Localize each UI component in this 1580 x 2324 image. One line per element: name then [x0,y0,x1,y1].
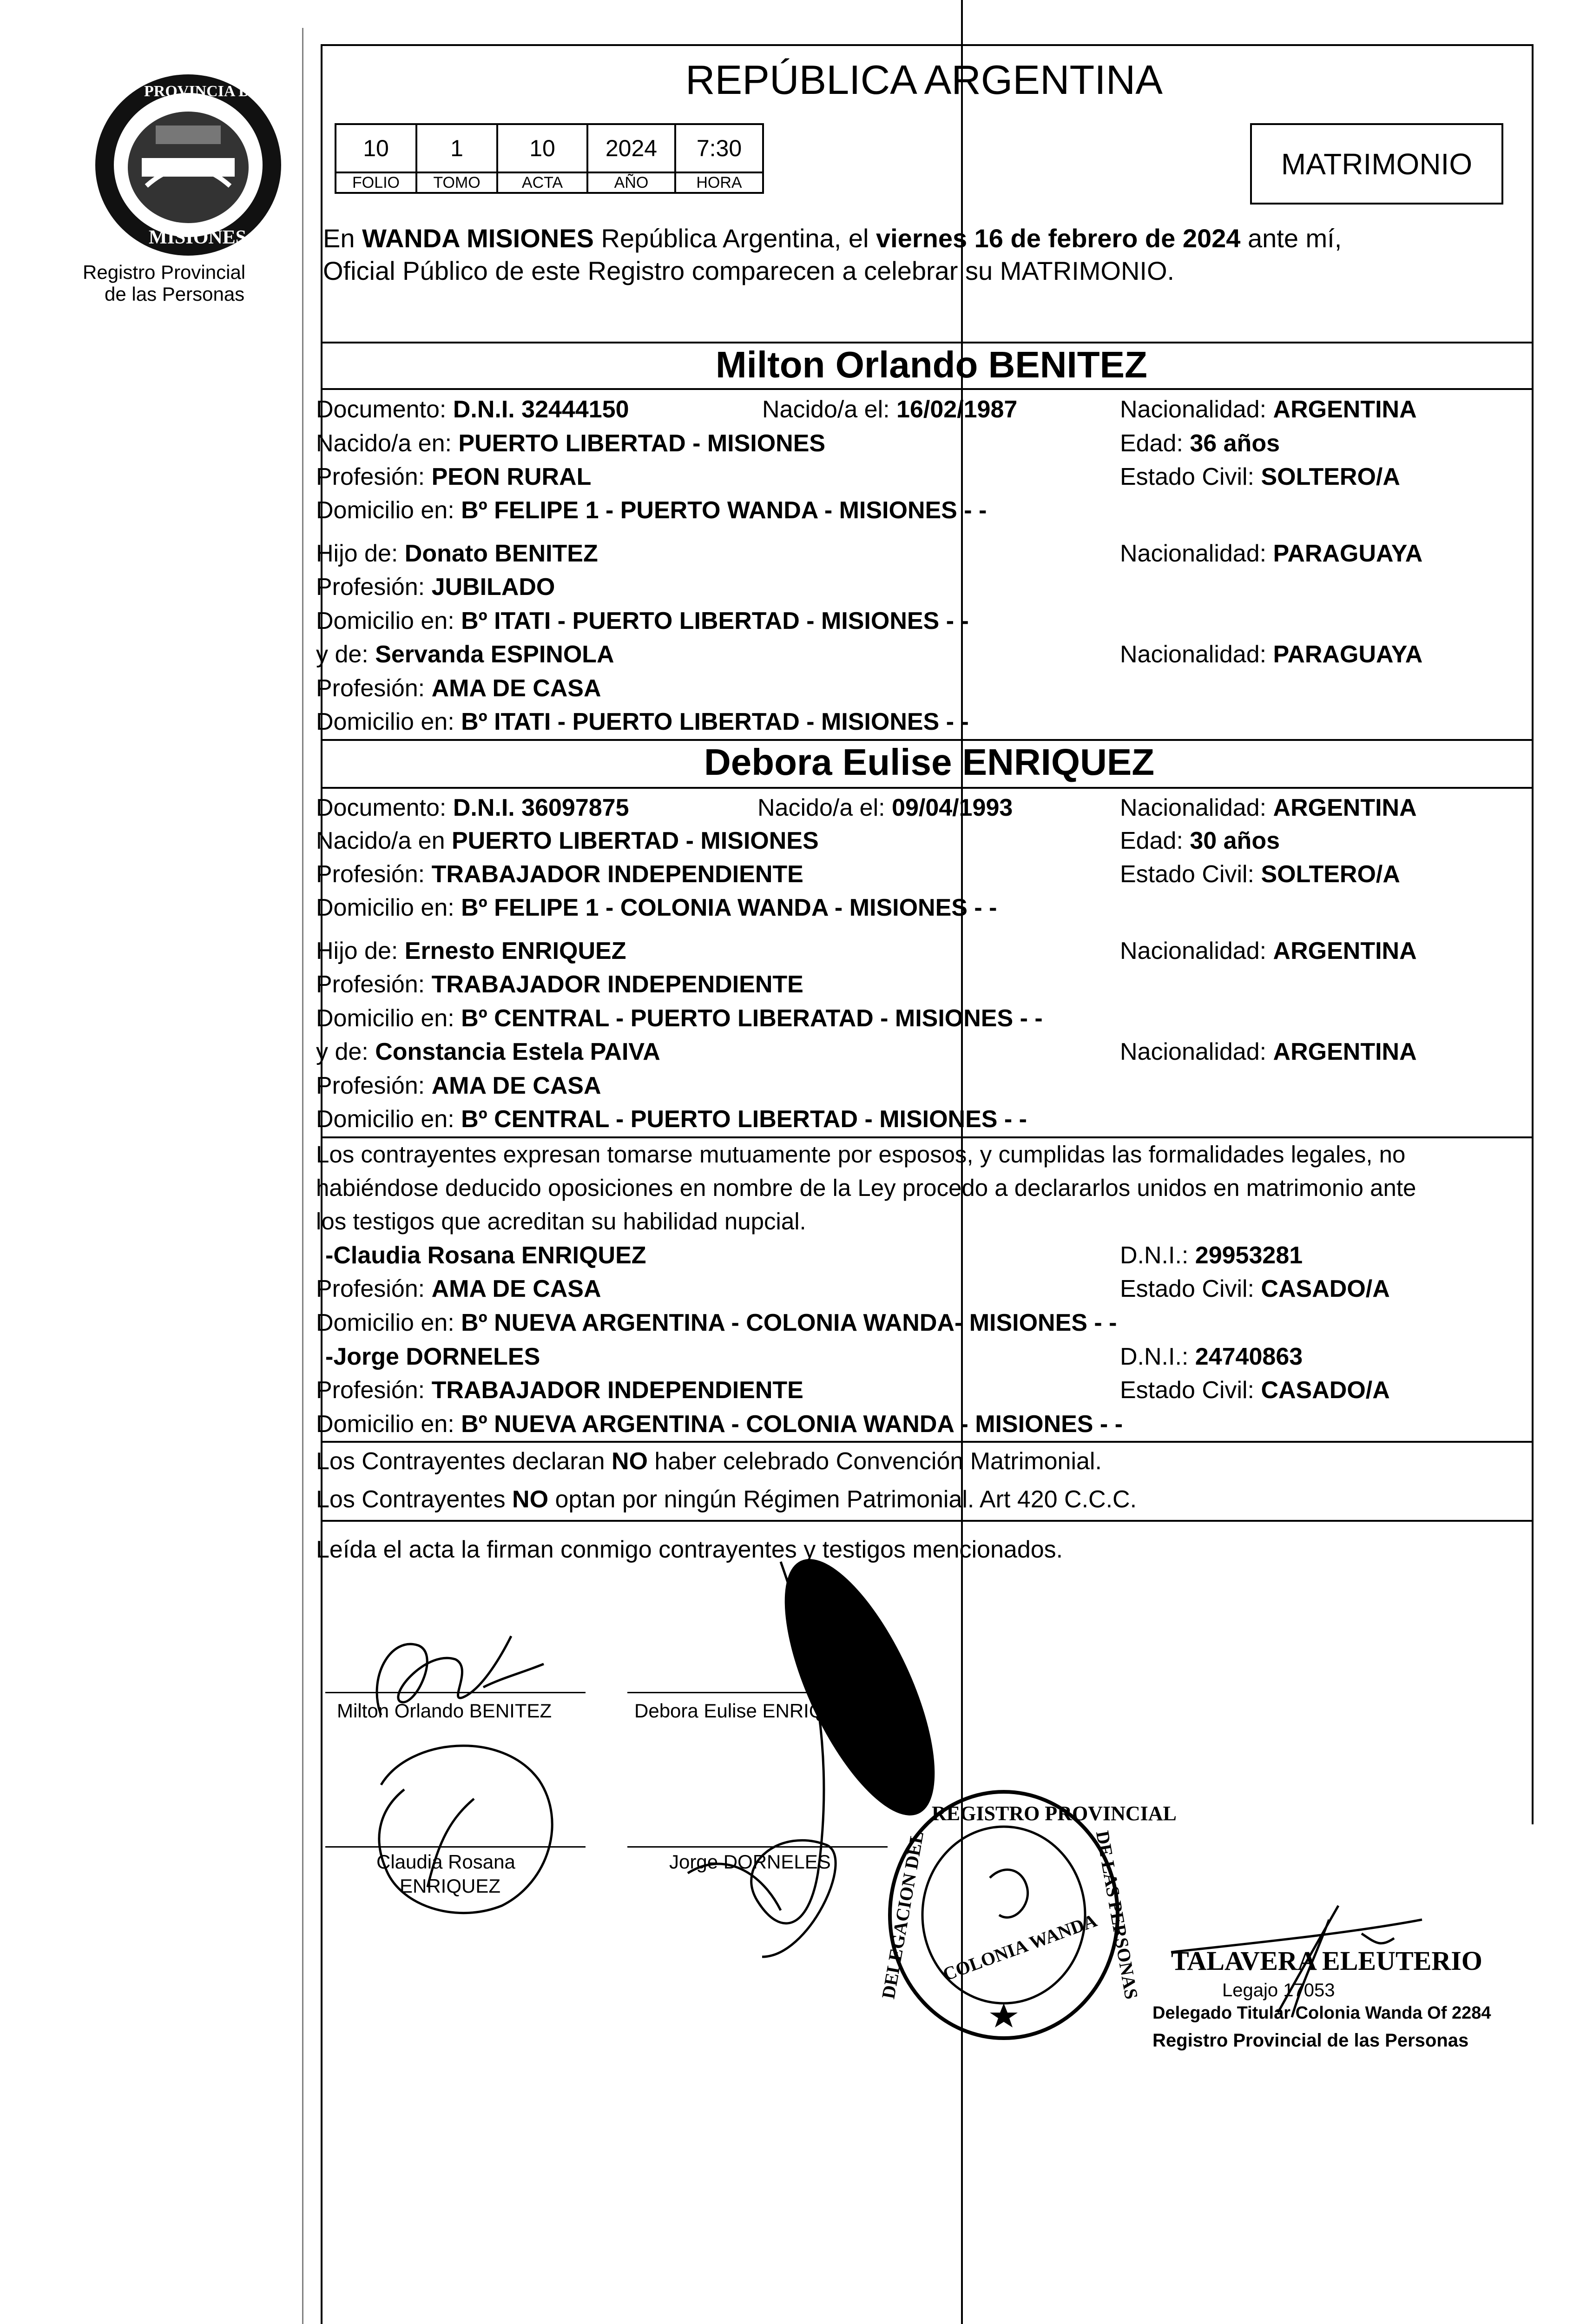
spouse1-mother: y de: Servanda ESPINOLA [316,641,614,668]
act-type-label: MATRIMONIO [1281,147,1473,181]
section-divider [321,1136,1534,1138]
officer-office: Registro Provincial de las Personas [1152,2030,1469,2051]
logo-caption-line2: de las Personas [105,283,245,305]
spouse2-civil-status: Estado Civil: SOLTERO/A [1120,861,1400,888]
witness1-signature-label-2: ENRIQUEZ [400,1875,501,1897]
frame-top-border [321,44,1534,46]
hora-value: 7:30 [675,124,763,172]
stamp-right-text: DE LAS PERSONAS [1092,1829,1142,2001]
spouse1-civil-status: Estado Civil: SOLTERO/A [1120,463,1400,490]
spouse1-father-profession: Profesión: JUBILADO [316,574,555,601]
witness1-signature-label-1: Claudia Rosana [376,1851,515,1873]
spouse1-born: Nacido/a el: 16/02/1987 [762,396,1018,423]
declaration-line-2: habiéndose deducido oposiciones en nombre de la Ley procedo a declararlos unidos en matrimonio ante [316,1175,1416,1201]
spouse2-born: Nacido/a el: 09/04/1993 [757,794,1013,821]
officer-legajo: Legajo 17053 [1222,1980,1335,2000]
spouse2-mother-profession: Profesión: AMA DE CASA [316,1072,601,1099]
frame-right-border [1532,44,1534,1824]
declaration-line-3: los testigos que acreditan su habilidad nupcial. [316,1208,806,1235]
intro-date: viernes 16 de febrero de 2024 [876,224,1241,253]
page-title: REPÚBLICA ARGENTINA [685,57,1163,103]
witness1-dni: D.N.I.: 29953281 [1120,1242,1303,1269]
spouse1-profession: Profesión: PEON RURAL [316,463,592,490]
registry-logo [86,70,290,260]
tomo-label: TOMO [416,172,497,193]
stamp-top-text: REGISTRO PROVINCIAL [932,1802,1177,1825]
spouse2-mother: y de: Constancia Estela PAIVA [316,1038,660,1065]
stamp-center-text: COLONIA WANDA [940,1909,1100,1985]
intro-place: WANDA MISIONES [362,224,594,253]
spouse2-father: Hijo de: Ernesto ENRIQUEZ [316,938,626,964]
officer-name: TALAVERA ELEUTERIO [1171,1946,1482,1976]
official-stamp [877,1785,1177,2045]
witness2-civil-status: Estado Civil: CASADO/A [1120,1377,1390,1404]
seal-upper-text: PROVINCIA DE [144,83,261,100]
spouse1-birthplace: Nacido/a en: PUERTO LIBERTAD - MISIONES [316,430,826,457]
section-divider [321,1441,1534,1443]
spouse1-father: Hijo de: Donato BENITEZ [316,540,598,567]
spouse2-father-profession: Profesión: TRABAJADOR INDEPENDIENTE [316,971,803,998]
spouse1-nationality: Nacionalidad: ARGENTINA [1120,396,1417,423]
spouse1-father-address: Domicilio en: Bº ITATI - PUERTO LIBERTAD - MISIONES - - [316,607,969,634]
spouse2-father-address: Domicilio en: Bº CENTRAL - PUERTO LIBERATAD - MISIONES - - [316,1005,1043,1032]
spouse1-address: Domicilio en: Bº FELIPE 1 - PUERTO WANDA - MISIONES - - [316,497,987,524]
spouse2-mother-address: Domicilio en: Bº CENTRAL - PUERTO LIBERTAD - MISIONES - - [316,1106,1027,1133]
closing-text: Leída el acta la firman conmigo contrayentes y testigos mencionados. [316,1536,1063,1563]
spouse1-mother-profession: Profesión: AMA DE CASA [316,675,601,702]
spouse2-signature-label: Debora Eulise ENRIQUEZ [634,1700,863,1722]
section-divider [321,388,1534,390]
spouse1-signature-label: Milton Orlando BENITEZ [337,1700,552,1722]
spouse2-mother-nationality: Nacionalidad: ARGENTINA [1120,1038,1417,1065]
declaration-line-1: Los contrayentes expresan tomarse mutuamente por esposos, y cumplidas las formalidades legales, no [316,1141,1406,1168]
spouse2-address: Domicilio en: Bº FELIPE 1 - COLONIA WANDA - MISIONES - - [316,894,997,921]
officer-title: Delegado Titular Colonia Wanda Of 2284 [1152,2003,1491,2023]
spouse2-age: Edad: 30 años [1120,827,1280,854]
spouse2-name: Debora Eulise ENRIQUEZ [704,741,1155,783]
witness1-name: -Claudia Rosana ENRIQUEZ [325,1242,646,1269]
spouse2-birthplace: Nacido/a en PUERTO LIBERTAD - MISIONES [316,827,819,854]
acta-value: 10 [497,124,587,172]
act-type-box [1250,123,1503,205]
witness2-profession: Profesión: TRABAJADOR INDEPENDIENTE [316,1377,803,1404]
tomo-value: 1 [416,124,497,172]
spouse2-doc: Documento: D.N.I. 36097875 [316,794,629,821]
margin-mark [302,28,303,2324]
folio-value: 10 [336,124,416,172]
signature-line [627,1846,888,1848]
section-divider [321,342,1534,343]
convention-line-1: Los Contrayentes declaran NO haber celebrado Convención Matrimonial. [316,1448,1102,1475]
section-divider [321,787,1534,789]
signature-line [325,1692,586,1693]
spouse2-father-nationality: Nacionalidad: ARGENTINA [1120,938,1417,964]
witness2-signature-label: Jorge DORNELES [669,1851,831,1873]
intro-part: En [323,224,362,253]
intro-line-1 [323,225,1342,251]
witness2-address: Domicilio en: Bº NUEVA ARGENTINA - COLONIA WANDA - MISIONES - - [316,1411,1123,1438]
witness2-name: -Jorge DORNELES [325,1343,540,1370]
intro-line-2: Oficial Público de este Registro comparecen a celebrar su MATRIMONIO. [323,256,1175,285]
signature-line [325,1846,586,1848]
spouse1-mother-nationality: Nacionalidad: PARAGUAYA [1120,641,1423,668]
section-divider [321,1520,1534,1522]
spouse1-mother-address: Domicilio en: Bº ITATI - PUERTO LIBERTAD - MISIONES - - [316,708,969,735]
spouse1-father-nationality: Nacionalidad: PARAGUAYA [1120,540,1423,567]
witness1-address: Domicilio en: Bº NUEVA ARGENTINA - COLONIA WANDA- MISIONES - - [316,1309,1117,1336]
logo-caption-line1: Registro Provincial [83,261,246,283]
intro-part: ante mí, [1240,224,1342,253]
anio-value: 2024 [587,124,675,172]
spouse1-age: Edad: 36 años [1120,430,1280,457]
folio-label: FOLIO [336,172,416,193]
stamp-left-text: DELEGACION DEL [877,1829,928,2000]
section-divider [321,739,1534,741]
witness1-profession: Profesión: AMA DE CASA [316,1275,601,1302]
intro-part: República Argentina, el [593,224,876,253]
spouse2-nationality: Nacionalidad: ARGENTINA [1120,794,1417,821]
seal-lower-text: MISIONES [149,227,247,248]
witness2-dni: D.N.I.: 24740863 [1120,1343,1303,1370]
anio-label: AÑO [587,172,675,193]
convention-line-2: Los Contrayentes NO optan por ningún Régimen Patrimonial. Art 420 C.C.C. [316,1486,1137,1513]
registry-data-table [335,123,764,194]
signature-line [627,1692,888,1693]
spouse1-doc: Documento: D.N.I. 32444150 [316,396,629,423]
hora-label: HORA [675,172,763,193]
acta-label: ACTA [497,172,587,193]
spouse1-name: Milton Orlando BENITEZ [716,344,1147,385]
witness1-civil-status: Estado Civil: CASADO/A [1120,1275,1390,1302]
spouse2-profession: Profesión: TRABAJADOR INDEPENDIENTE [316,861,803,888]
spouse1-signature [362,1608,567,1748]
